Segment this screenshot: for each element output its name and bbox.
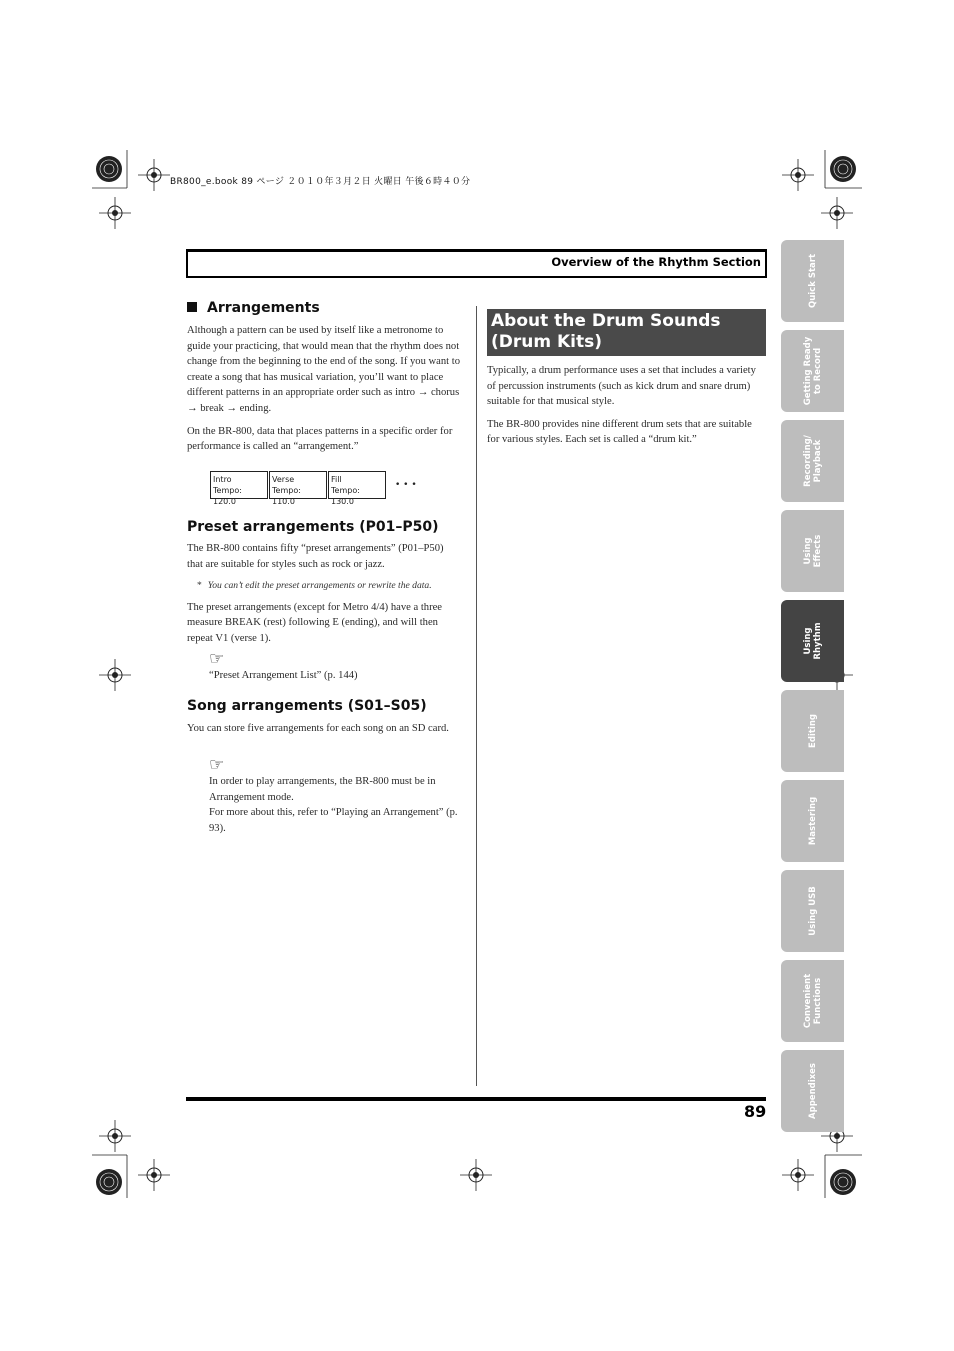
song-reference-2[interactable]: For more about this, refer to “Playing an Arrangement” (p. 93). <box>209 807 458 834</box>
arrangements-text <box>187 323 462 455</box>
arrangements-paragraph-2: On the BR-800, data that places patterns in a specific order for performance is called an “arrangement.” <box>187 425 453 453</box>
preset-text <box>187 541 462 647</box>
song-heading: Song arrangements (S01–S05) <box>187 698 427 714</box>
drum-paragraph-1: Typically, a drum performance uses a set that includes a variety of percussion instruments (such as kick drum and snare drum) suitable for that musical style. <box>487 365 756 408</box>
tab-getting-ready[interactable]: Getting Ready to Record <box>781 330 844 412</box>
tab-using-rhythm[interactable]: Using Rhythm <box>781 600 844 682</box>
square-bullet-icon <box>187 302 197 312</box>
tab-recording-playback[interactable]: Recording/ Playback <box>781 420 844 502</box>
arrangements-paragraph-1: Although a pattern can be used by itself like a metronome to guide your practicing, that would mean that the rhythm does not change from the beginning to the end of the song. If you want to create a song that has musical variation, you’ll want to place different patterns in an appropriate order such as intro → chorus → break → ending. <box>187 325 461 414</box>
tab-mastering[interactable]: Mastering <box>781 780 844 862</box>
drum-paragraph-2: The BR-800 provides nine different drum sets that are suitable for various styles. Each set is called a “drum kit.” <box>487 418 752 446</box>
tab-appendixes[interactable]: Appendixes <box>781 1050 844 1132</box>
note-asterisk: * <box>197 580 202 592</box>
song-reference <box>209 774 461 836</box>
diagram-box-fill: Fill Tempo: 130.0 <box>328 471 386 499</box>
footer-bar <box>186 1097 766 1101</box>
song-reference-1: In order to play arrangements, the BR-800 must be in Arrangement mode. <box>209 776 436 803</box>
arrangements-heading: Arrangements <box>187 300 320 316</box>
tab-using-effects[interactable]: Using Effects <box>781 510 844 592</box>
song-paragraph-1: You can store five arrangements for each song on an SD card. <box>187 723 449 734</box>
section-title: Overview of the Rhythm Section <box>551 255 761 269</box>
print-info: BR800_e.book 89 ページ ２０１０年３月２日 火曜日 午後６時４０分 <box>170 177 471 187</box>
page-number: 89 <box>744 1102 767 1121</box>
song-text <box>187 721 462 737</box>
diagram-ellipsis: • • • <box>395 480 417 490</box>
preset-paragraph-2: The preset arrangements (except for Metro 4/4) have a three measure BREAK (rest) following E (ending), and will then repeat V1 (verse 1). <box>187 601 443 644</box>
header-bar <box>186 249 767 278</box>
tab-editing[interactable]: Editing <box>781 690 844 772</box>
reference-hand-icon: ☞ <box>209 755 225 775</box>
reference-hand-icon: ☞ <box>209 649 225 669</box>
preset-note: * You can’t edit the preset arrangements or rewrite the data. <box>197 580 432 592</box>
tab-convenient-functions[interactable]: Convenient Functions <box>781 960 844 1042</box>
drum-kits-heading: About the Drum Sounds (Drum Kits) <box>487 309 766 356</box>
diagram-box-verse: Verse Tempo: 110.0 <box>269 471 327 499</box>
diagram-box-intro: Intro Tempo: 120.0 <box>210 471 268 499</box>
tab-quick-start[interactable]: Quick Start <box>781 240 844 322</box>
preset-reference-link[interactable]: “Preset Arrangement List” (p. 144) <box>209 670 358 681</box>
column-divider <box>476 306 477 1086</box>
preset-heading: Preset arrangements (P01–P50) <box>187 519 439 535</box>
tab-using-usb[interactable]: Using USB <box>781 870 844 952</box>
preset-paragraph-1: The BR-800 contains fifty “preset arrangements” (P01–P50) that are suitable for styles such as rock or jazz. <box>187 543 444 570</box>
drum-kits-text <box>487 363 762 448</box>
